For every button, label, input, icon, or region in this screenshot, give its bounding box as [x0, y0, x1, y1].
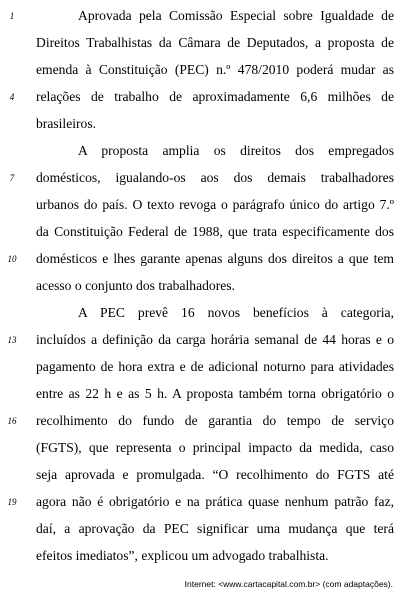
text-line: daí, a aprovação da PEC significar uma mudança que terá: [36, 521, 394, 536]
text-line: Aprovada pela Comissão Especial sobre Igualdade de: [78, 8, 394, 23]
line-number: 16: [7, 416, 17, 426]
line-number: 13: [7, 335, 17, 345]
source-citation: Internet: <www.cartacapital.com.br> (com adaptações).: [184, 579, 393, 589]
text-line: emenda à Constituição (PEC) n.º 478/2010 poderá mudar as: [36, 62, 394, 77]
text-line: Direitos Trabalhistas da Câmara de Deputados, a proposta de: [36, 35, 394, 50]
text-line: domésticos e lhes garante apenas alguns dos direitos a que tem: [36, 251, 394, 266]
text-line: urbanos do país. O texto revoga o parágrafo único do artigo 7.º: [36, 197, 394, 212]
text-line: (FGTS), que representa o principal impacto da medida, caso: [36, 440, 394, 455]
line-number: 19: [7, 497, 17, 507]
text-line: agora não é obrigatório e na prática quase nenhum patrão faz,: [36, 494, 394, 509]
text-line: incluídos a definição da carga horária semanal de 44 horas e o: [36, 332, 394, 347]
text-line: relações de trabalho de aproximadamente 6,6 milhões de: [36, 89, 394, 104]
text-line: efeitos imediatos”, explicou um advogado trabalhista.: [36, 548, 329, 563]
text-line: A proposta amplia os direitos dos empregados: [78, 143, 394, 158]
line-number: 4: [9, 92, 15, 102]
text-line: recolhimento do fundo de garantia do tempo de serviço: [36, 413, 394, 428]
text-line: pagamento de hora extra e de adicional noturno para atividades: [36, 359, 394, 374]
text-line: A PEC prevê 16 novos benefícios à categoria,: [78, 305, 394, 320]
text-line: da Constituição Federal de 1988, que trata especificamente dos: [36, 224, 394, 239]
text-line: acesso o conjunto dos trabalhadores.: [36, 278, 235, 293]
text-line: entre as 22 h e as 5 h. A proposta também torna obrigatório o: [36, 386, 394, 401]
line-number: 10: [7, 254, 17, 264]
text-line: domésticos, igualando-os aos dos demais trabalhadores: [36, 170, 394, 185]
line-number: 1: [9, 11, 15, 21]
line-number: 7: [9, 173, 15, 183]
text-line: brasileiros.: [36, 116, 97, 131]
text-line: seja aprovada e promulgada. “O recolhimento do FGTS até: [36, 467, 394, 482]
